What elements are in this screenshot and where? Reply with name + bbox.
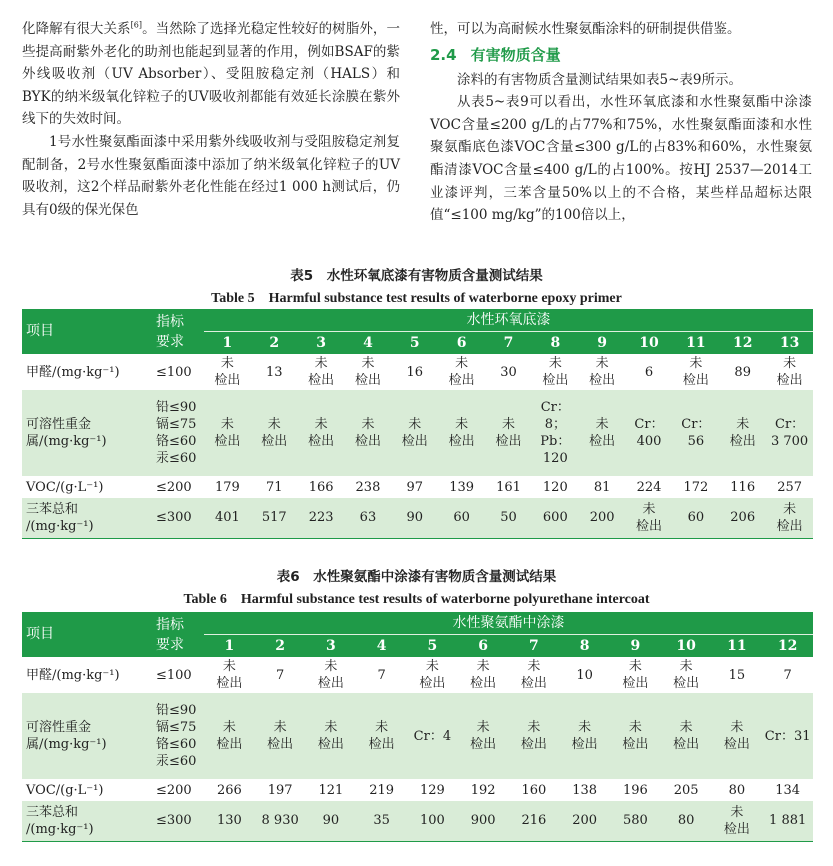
table-cell: 未 检出 — [542, 356, 569, 388]
row-limit: ≤300 — [150, 498, 204, 538]
right-column — [430, 18, 812, 227]
table-cell: 63 — [345, 498, 392, 538]
table-cell: 129 — [419, 782, 445, 798]
table-cell: 50 — [485, 498, 532, 538]
header-group: 水性环氧底漆 — [204, 309, 813, 332]
table-cell: 219 — [369, 782, 395, 798]
table-cell: 266 — [216, 782, 242, 798]
table-cell: 161 — [496, 479, 521, 495]
header-sample: 3 — [298, 332, 345, 355]
table-cell: 179 — [215, 479, 240, 495]
table6 — [22, 612, 813, 842]
header-sample: 1 — [204, 635, 255, 658]
table-cell: 未 检出 — [712, 693, 763, 779]
table-cell: 15 — [728, 667, 746, 683]
table-cell: Cr： 56 — [672, 390, 719, 476]
table-cell: 未 检出 — [298, 390, 345, 476]
row-limit: ≤200 — [156, 782, 192, 798]
table-row — [22, 779, 813, 801]
table-cell: 未 检出 — [766, 498, 813, 538]
header-sample: 3 — [306, 635, 357, 658]
table-cell: 206 — [719, 498, 766, 538]
table-cell: 121 — [318, 782, 344, 798]
table-row — [22, 354, 813, 390]
table-cell: 未 检出 — [317, 659, 344, 691]
header-sample: 2 — [251, 332, 298, 355]
table-cell: 35 — [356, 801, 407, 841]
header-sample: 7 — [485, 332, 532, 355]
table-row — [22, 801, 813, 841]
table-cell: 80 — [728, 782, 746, 798]
header-sample: 5 — [407, 635, 458, 658]
table-cell: 未 检出 — [356, 693, 407, 779]
header-sample: 10 — [661, 635, 712, 658]
header-sample: 12 — [719, 332, 766, 355]
table-row — [22, 476, 813, 498]
citation-ref: [6] — [130, 20, 142, 30]
table-cell: 16 — [406, 364, 424, 380]
table6-caption-cn: 表6 水性聚氨酯中涂漆有害物质含量测试结果 — [276, 569, 557, 585]
table-cell: 197 — [267, 782, 293, 798]
table6-caption-en: Table 6 Harmful substance test results of waterborne polyurethane intercoat — [183, 592, 650, 607]
table-cell: 8 930 — [255, 801, 306, 841]
table-cell: 166 — [308, 479, 334, 495]
table-cell: 100 — [407, 801, 458, 841]
table-cell: 216 — [509, 801, 560, 841]
table-cell: 60 — [672, 498, 719, 538]
header-sample: 4 — [356, 635, 407, 658]
left-column — [22, 18, 400, 221]
table-cell: 13 — [265, 364, 283, 380]
row-label: 甲醛/(mg·kg⁻¹) — [26, 364, 120, 380]
table-cell: 238 — [355, 479, 381, 495]
table-cell: 160 — [521, 782, 547, 798]
header-sample: 5 — [391, 332, 438, 355]
table-cell: 196 — [622, 782, 648, 798]
table-cell: 未 检出 — [661, 693, 712, 779]
table-cell: 10 — [576, 667, 593, 683]
table-cell: 97 — [406, 479, 424, 495]
table-cell: 7 — [275, 667, 285, 683]
header-group: 水性聚氨酯中涂漆 — [204, 612, 813, 635]
row-label: VOC/(g·L⁻¹) — [26, 782, 104, 798]
table-cell: 90 — [306, 801, 357, 841]
header-limit: 指标 要求 — [150, 309, 204, 354]
table-cell: 未 检出 — [776, 356, 803, 388]
table-cell: 200 — [579, 498, 626, 538]
table-cell: 未 检出 — [520, 659, 547, 691]
table-cell: 89 — [734, 364, 751, 380]
table-cell: 134 — [775, 782, 801, 798]
table-cell: 257 — [777, 479, 803, 495]
table-row — [22, 390, 813, 476]
table-cell: 未 检出 — [682, 356, 709, 388]
row-label: 可溶性重金 属/(mg·kg⁻¹) — [22, 390, 150, 476]
header-sample: 6 — [458, 635, 509, 658]
table-cell: 未 检出 — [719, 390, 766, 476]
table-cell: 116 — [730, 479, 756, 495]
table-cell: 200 — [559, 801, 610, 841]
table-cell: 未 检出 — [610, 693, 661, 779]
section-heading — [430, 43, 812, 67]
table-row — [22, 498, 813, 538]
table-cell: 未 检出 — [204, 693, 255, 779]
table-cell: 172 — [683, 479, 709, 495]
table-cell: 未 检出 — [345, 390, 392, 476]
table-cell: 未 检出 — [712, 801, 763, 841]
table-cell: 未 检出 — [470, 659, 497, 691]
table-cell: 未 检出 — [308, 356, 335, 388]
table-row — [22, 693, 813, 779]
header-sample: 1 — [204, 332, 251, 355]
table-cell: 未 检出 — [509, 693, 560, 779]
table-cell: Cr： 400 — [626, 390, 673, 476]
table-cell: 未 检出 — [626, 498, 673, 538]
table-cell: 未 检出 — [622, 659, 649, 691]
header-sample: 9 — [610, 635, 661, 658]
table-cell: Cr： 3 700 — [766, 390, 813, 476]
table-cell: 未 检出 — [458, 693, 509, 779]
table-cell: 401 — [204, 498, 251, 538]
table-cell: 138 — [572, 782, 598, 798]
header-limit: 指标 要求 — [150, 612, 204, 657]
table-cell: 未 检出 — [214, 356, 241, 388]
row-limit: ≤300 — [150, 801, 204, 841]
table-cell: 未 检出 — [306, 693, 357, 779]
table-cell: 未 检出 — [589, 356, 616, 388]
row-limit: 铅≤90 镉≤75 铬≤60 汞≤60 — [150, 390, 204, 476]
header-sample: 11 — [712, 635, 763, 658]
paragraph-left-1: 化降解有很大关系[6]。当然除了选择光稳定性较好的树脂外，一些提高耐紫外老化的助剂也能起到显著的作用，例如BSAF的紫外线吸收剂（UV Absorber）、受阻胺稳定剂（HALS）和BYK的纳米级氧化锌粒子的UV吸收剂都能有效延长涂膜在紫外线下的失效时间。 — [22, 20, 401, 128]
row-label: 可溶性重金 属/(mg·kg⁻¹) — [22, 693, 150, 779]
header-sample: 10 — [626, 332, 673, 355]
header-item: 项目 — [22, 309, 150, 354]
header-sample: 4 — [345, 332, 392, 355]
table-cell: 80 — [661, 801, 712, 841]
header-sample: 2 — [255, 635, 306, 658]
table5-caption-en: Table 5 Harmful substance test results of waterborne epoxy primer — [211, 291, 622, 306]
header-item: 项目 — [22, 612, 150, 657]
table-cell: 未 检出 — [419, 659, 446, 691]
table-cell: 580 — [610, 801, 661, 841]
table-cell: 6 — [644, 364, 654, 380]
header-sample: 8 — [532, 332, 579, 355]
row-limit: ≤100 — [156, 364, 192, 380]
row-label: 甲醛/(mg·kg⁻¹) — [26, 667, 120, 683]
table-cell: Cr：8； Pb： 120 — [532, 390, 579, 476]
table-cell: 60 — [438, 498, 485, 538]
table-cell: 未 检出 — [251, 390, 298, 476]
table-cell: 120 — [542, 479, 568, 495]
table-cell: 未 检出 — [485, 390, 532, 476]
row-label: 三苯总和 /(mg·kg⁻¹) — [22, 498, 150, 538]
table-cell: 未 检出 — [448, 356, 475, 388]
paragraph-left-2: 1号水性聚氨酯面漆中采用紫外线吸收剂与受阻胺稳定剂复配制备，2号水性聚氨酯面漆中添加了纳米级氧化锌粒子的UV吸收剂，这2个样品耐紫外老化性能在经过1 000 h测试后，仍具有0级的保光保色 — [22, 133, 400, 218]
table-cell: 192 — [470, 782, 496, 798]
table-cell: 205 — [673, 782, 699, 798]
row-label: 三苯总和 /(mg·kg⁻¹) — [22, 801, 150, 841]
row-limit: ≤100 — [156, 667, 192, 683]
table-cell: Cr：4 — [407, 693, 458, 779]
header-sample: 11 — [672, 332, 719, 355]
header-sample: 8 — [559, 635, 610, 658]
table-cell: 7 — [783, 667, 792, 683]
table-row — [22, 657, 813, 693]
table-cell: 未 检出 — [255, 693, 306, 779]
table-cell: 1 881 — [762, 801, 813, 841]
table-cell: 未 检出 — [559, 693, 610, 779]
table-cell: 81 — [593, 479, 611, 495]
table-cell: Cr：31 — [762, 693, 813, 779]
table-cell: 7 — [377, 667, 386, 683]
paragraph-right-continued: 性，可以为高耐候水性聚氨酯涂料的研制提供借鉴。 — [430, 21, 741, 37]
table-cell: 90 — [391, 498, 438, 538]
table-cell: 517 — [251, 498, 298, 538]
table-cell: 未 检出 — [391, 390, 438, 476]
header-sample: 7 — [509, 635, 560, 658]
table-cell: 71 — [265, 479, 283, 495]
table-cell: 900 — [458, 801, 509, 841]
header-sample: 9 — [579, 332, 626, 355]
table-cell: 223 — [298, 498, 345, 538]
table-cell: 未 检出 — [438, 390, 485, 476]
row-label: VOC/(g·L⁻¹) — [26, 479, 104, 495]
table-cell: 未 检出 — [673, 659, 700, 691]
row-limit: ≤200 — [156, 479, 192, 495]
table5 — [22, 309, 813, 539]
section-title: 有害物质含量 — [470, 45, 561, 64]
table-cell: 未 检出 — [216, 659, 243, 691]
table-cell: 600 — [532, 498, 579, 538]
table-cell: 224 — [636, 479, 662, 495]
header-sample: 6 — [438, 332, 485, 355]
row-limit: 铅≤90 镉≤75 铬≤60 汞≤60 — [150, 693, 204, 779]
table-cell: 未 检出 — [354, 356, 381, 388]
table5-caption-cn: 表5 水性环氧底漆有害物质含量测试结果 — [290, 268, 543, 284]
section-number: 2.4 — [430, 45, 457, 64]
table-cell: 130 — [204, 801, 255, 841]
table-cell: 未 检出 — [204, 390, 251, 476]
paragraph-right-1: 涂料的有害物质含量测试结果如表5~表9所示。 — [457, 71, 742, 88]
header-sample: 12 — [762, 635, 813, 658]
table-cell: 未 检出 — [579, 390, 626, 476]
paragraph-right-2: 从表5~表9可以看出，水性环氧底漆和水性聚氨酯中涂漆VOC含量≤200 g/L的占77%和75%，水性聚氨酯面漆和水性聚氨酯底色漆VOC含量≤300 g/L的占83%和60%，水性聚氨酯清漆VOC含量≤400 g/L的占100%。按HJ 2537—2014工业漆评判，三苯含量50%以上的不合格，某些样品超标达限值“≤100 mg/kg”的100倍以上， — [430, 94, 812, 224]
table-cell: 30 — [500, 364, 517, 380]
table-cell: 139 — [449, 479, 475, 495]
header-sample: 13 — [766, 332, 813, 355]
